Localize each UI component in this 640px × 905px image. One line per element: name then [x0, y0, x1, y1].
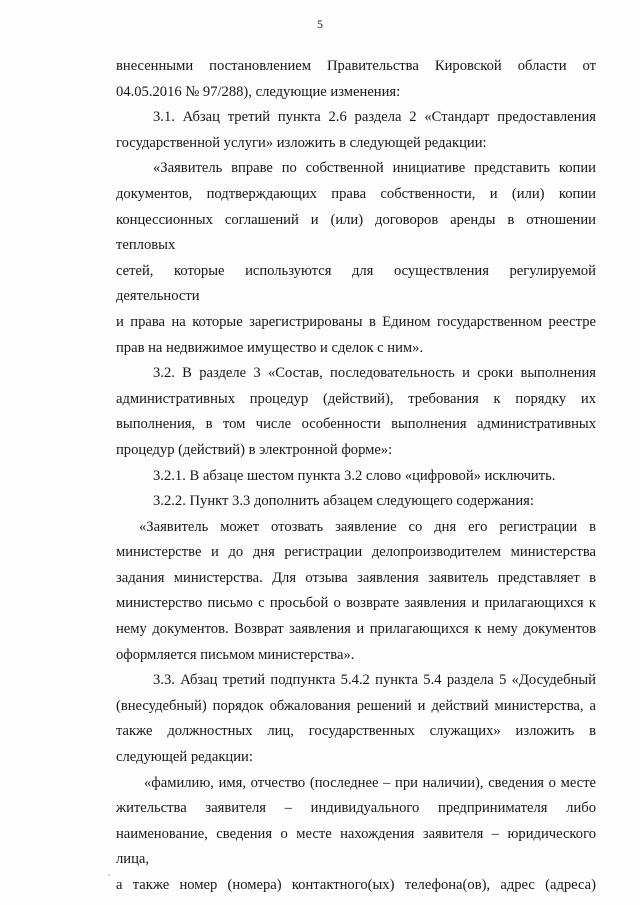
text-line: концессионных соглашений и (или) договоров аренды в отношении тепловых: [116, 211, 596, 254]
text-line: 3.2.1. В абзаце шестом пункта 3.2 слово «цифровой» исключить.: [153, 467, 556, 484]
page-number: 5: [317, 17, 323, 31]
text-line: наименование, сведения о месте нахождения заявителя – юридического лица,: [116, 825, 596, 868]
text-line: государственной услуги» изложить в следующей редакции:: [116, 134, 487, 151]
text-line: сетей, которые используются для осуществления регулируемой деятельности: [116, 262, 596, 305]
text-line: 3.2. В разделе 3 «Состав, последовательность и сроки выполнения: [153, 365, 596, 382]
text-line: и права на которые зарегистрированы в Едином государственном реестре: [116, 313, 596, 330]
text-line: министерстве и до дня регистрации делопроизводителем министерства: [116, 544, 596, 561]
document-body: [116, 54, 596, 899]
scan-speck: [108, 874, 110, 876]
text-line: внесенными постановлением Правительства Кировской области от: [116, 58, 596, 74]
text-line: выполнения, в том числе особенности выполнения административных: [116, 416, 596, 433]
text-line: административных процедур (действий), требования к порядку их: [116, 390, 596, 407]
text-line: прав на недвижимое имущество и сделок с ним».: [116, 339, 424, 356]
text-line: оформляется письмом министерства».: [116, 646, 355, 663]
text-line: «Заявитель вправе по собственной инициативе представить копии: [153, 160, 596, 177]
text-line: а также номер (номера) контактного(ых) телефона(ов), адрес (адреса): [116, 877, 596, 893]
text-line: жительства заявителя – индивидуального предпринимателя либо: [116, 800, 596, 817]
text-line: 3.3. Абзац третий подпункта 5.4.2 пункта 5.4 раздела 5 «Досудебный: [153, 672, 596, 689]
text-line: (внесудебный) порядок обжалования решений и действий министерства, а: [116, 697, 596, 714]
text-line: «Заявитель может отозвать заявление со дня его регистрации в: [139, 518, 596, 535]
text-line: следующей редакции:: [116, 749, 253, 766]
text-line: министерство письмо с просьбой о возврате заявления и прилагающихся к: [116, 595, 596, 612]
text-line: 3.2.2. Пункт 3.3 дополнить абзацем следующего содержания:: [153, 493, 534, 510]
text-line: документов, подтверждающих права собственности, и (или) копии: [116, 185, 596, 202]
text-line: нему документов. Возврат заявления и прилагающихся к нему документов: [116, 621, 596, 638]
text-line: также должностных лиц, государственных служащих» изложить в: [116, 723, 596, 740]
text-line: процедур (действий) в электронной форме»:: [116, 441, 393, 458]
text-line: 04.05.2016 № 97/288), следующие изменения:: [116, 83, 401, 100]
text-line: задания министерства. Для отзыва заявления заявитель представляет в: [116, 569, 596, 586]
text-line: «фамилию, имя, отчество (последнее – при наличии), сведения о месте: [144, 774, 596, 791]
text-line: 3.1. Абзац третий пункта 2.6 раздела 2 «Стандарт предоставления: [153, 109, 596, 126]
